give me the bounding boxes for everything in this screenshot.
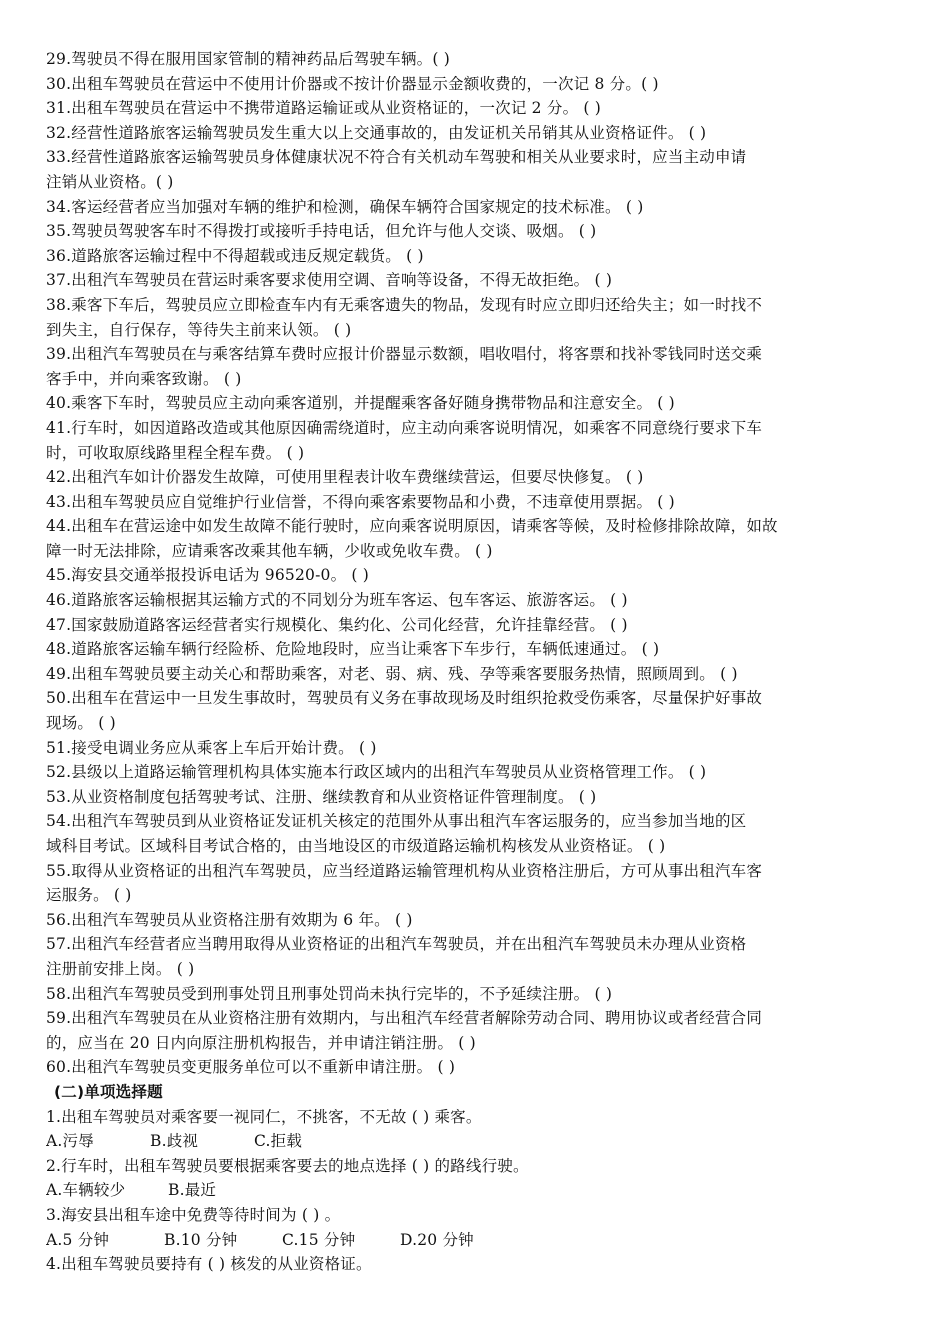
- question-line: 45.海安县交通举报投诉电话为 96520-0。 ( ): [46, 566, 370, 585]
- question-line: 50.出租车在营运中一旦发生事故时，驾驶员有义务在事故现场及时组织抢救受伤乘客，尽量保护好事故: [46, 689, 763, 708]
- question-line: 37.出租汽车驾驶员在营运时乘客要求使用空调、音响等设备，不得无故拒绝。 ( ): [46, 271, 613, 290]
- option-a: A.污辱: [46, 1132, 94, 1151]
- option-c: C.拒载: [254, 1132, 303, 1151]
- question-line: 53.从业资格制度包括驾驶考试、注册、继续教育和从业资格证件管理制度。 ( ): [46, 787, 597, 806]
- question-3: 3.海安县出租车途中免费等待时间为 ( ) 。: [46, 1205, 341, 1224]
- question-line: 33.经营性道路旅客运输驾驶员身体健康状况不符合有关机动车驾驶和相关从业要求时，应当主动申请: [46, 148, 747, 167]
- question-line: 47.国家鼓励道路客运经营者实行规模化、集约化、公司化经营，允许挂靠经营。 ( ): [46, 615, 628, 634]
- question-line: 39.出租汽车驾驶员在与乘客结算车费时应报计价器显示数额，唱收唱付，将客票和找补零钱同时送交乘: [46, 345, 763, 364]
- true-false-questions: [46, 47, 912, 1080]
- question-line: 40.乘客下车时，驾驶员应主动向乘客道别，并提醒乘客备好随身携带物品和注意安全。 ( ): [46, 394, 675, 413]
- question-2-options: [46, 1178, 912, 1203]
- question-line: 域科目考试。区域科目考试合格的，由当地设区的市级道路运输机构核发从业资格证。 ( ): [46, 837, 666, 855]
- question-line: 52.县级以上道路运输管理机构具体实施本行政区域内的出租汽车驾驶员从业资格管理工作。 ( ): [46, 763, 707, 782]
- option-c: C.15 分钟: [282, 1230, 356, 1249]
- question-line: 54.出租汽车驾驶员到从业资格证发证机关核定的范围外从事出租汽车客运服务的，应当参加当地的区: [46, 812, 747, 831]
- option-d: D.20 分钟: [400, 1230, 474, 1249]
- question-3-options: [46, 1228, 912, 1253]
- question-line: 46.道路旅客运输根据其运输方式的不同划分为班车客运、包车客运、旅游客运。 ( ): [46, 591, 628, 610]
- question-line: 55.取得从业资格证的出租汽车驾驶员，应当经道路运输管理机构从业资格注册后，方可从事出租汽车客: [46, 861, 763, 880]
- question-line: 43.出租车驾驶员应自觉维护行业信誉，不得向乘客索要物品和小费，不违章使用票据。 ( ): [46, 492, 675, 511]
- option-b: B.10 分钟: [164, 1230, 238, 1249]
- option-a: A.5 分钟: [46, 1230, 110, 1249]
- question-line: 30.出租车驾驶员在营运中不使用计价器或不按计价器显示金额收费的，一次记 8 分。( ): [46, 74, 659, 93]
- question-line: 48.道路旅客运输车辆行经险桥、危险地段时，应当让乘客下车步行，车辆低速通过。 ( ): [46, 640, 660, 659]
- option-a: A.车辆较少: [46, 1181, 126, 1200]
- question-line: 49.出租车驾驶员要主动关心和帮助乘客，对老、弱、病、残、孕等乘客要服务热情，照顾周到。 ( ): [46, 664, 738, 683]
- question-line: 35.驾驶员驾驶客车时不得拨打或接听手持电话，但允许与他人交谈、吸烟。 ( ): [46, 222, 597, 241]
- question-line: 42.出租汽车如计价器发生故障，可使用里程表计收车费继续营运，但要尽快修复。 ( ): [46, 468, 644, 487]
- question-line: 57.出租汽车经营者应当聘用取得从业资格证的出租汽车驾驶员，并在出租汽车驾驶员未办理从业资格: [46, 935, 747, 954]
- question-line: 运服务。 ( ): [46, 886, 132, 905]
- question-line: 31.出租车驾驶员在营运中不携带道路运输证或从业资格证的，一次记 2 分。 ( ): [46, 99, 602, 118]
- question-1: 1.出租车驾驶员对乘客要一视同仁，不挑客，不无故 ( ) 乘客。: [46, 1107, 482, 1126]
- question-line: 32.经营性道路旅客运输驾驶员发生重大以上交通事故的，由发证机关吊销其从业资格证件。 ( ): [46, 123, 707, 142]
- question-line: 障一时无法排除，应请乘客改乘其他车辆，少收或免收车费。 ( ): [46, 541, 493, 560]
- question-line: 38.乘客下车后，驾驶员应立即检查车内有无乘客遗失的物品，发现有时应立即归还给失主；如一时找不: [46, 295, 763, 314]
- question-line: 29.驾驶员不得在服用国家管制的精神药品后驾驶车辆。( ): [46, 50, 450, 68]
- question-line: 现场。 ( ): [46, 714, 116, 733]
- question-2: 2.行车时，出租车驾驶员要根据乘客要去的地点选择 ( ) 的路线行驶。: [46, 1156, 529, 1175]
- section-heading: (二)单项选择题: [54, 1082, 163, 1101]
- question-line: 36.道路旅客运输过程中不得超载或违反规定载货。 ( ): [46, 246, 424, 265]
- question-line: 51.接受电调业务应从乘客上车后开始计费。 ( ): [46, 738, 377, 757]
- question-4: 4.出租车驾驶员要持有 ( ) 核发的从业资格证。: [46, 1255, 372, 1274]
- question-line: 的，应当在 20 日内向原注册机构报告，并申请注销注册。 ( ): [46, 1033, 476, 1052]
- question-line: 58.出租汽车驾驶员受到刑事处罚且刑事处罚尚未执行完毕的，不予延续注册。 ( ): [46, 984, 613, 1003]
- document-page: [46, 47, 912, 1277]
- question-line: 时，可收取原线路里程全程车费。 ( ): [46, 443, 305, 462]
- question-line: 注册前安排上岗。 ( ): [46, 959, 195, 978]
- question-line: 注销从业资格。( ): [46, 172, 174, 191]
- question-line: 到失主，自行保存，等待失主前来认领。 ( ): [46, 320, 352, 339]
- question-line: 56.出租汽车驾驶员从业资格注册有效期为 6 年。 ( ): [46, 910, 413, 929]
- question-line: 60.出租汽车驾驶员变更服务单位可以不重新申请注册。 ( ): [46, 1058, 456, 1077]
- question-line: 44.出租车在营运途中如发生故障不能行驶时，应向乘客说明原因，请乘客等候，及时检修排除故障，如故: [46, 517, 778, 536]
- question-line: 41.行车时，如因道路改造或其他原因确需绕道时，应主动向乘客说明情况，如乘客不同意绕行要求下车: [46, 418, 763, 437]
- option-b: B.歧视: [150, 1132, 199, 1151]
- question-line: 34.客运经营者应当加强对车辆的维护和检测，确保车辆符合国家规定的技术标准。 ( ): [46, 197, 644, 216]
- question-line: 客手中，并向乘客致谢。 ( ): [46, 369, 242, 388]
- question-1-options: [46, 1129, 912, 1154]
- question-line: 59.出租汽车驾驶员在从业资格注册有效期内，与出租汽车经营者解除劳动合同、聘用协议或者经营合同: [46, 1009, 763, 1028]
- option-b: B.最近: [168, 1181, 217, 1200]
